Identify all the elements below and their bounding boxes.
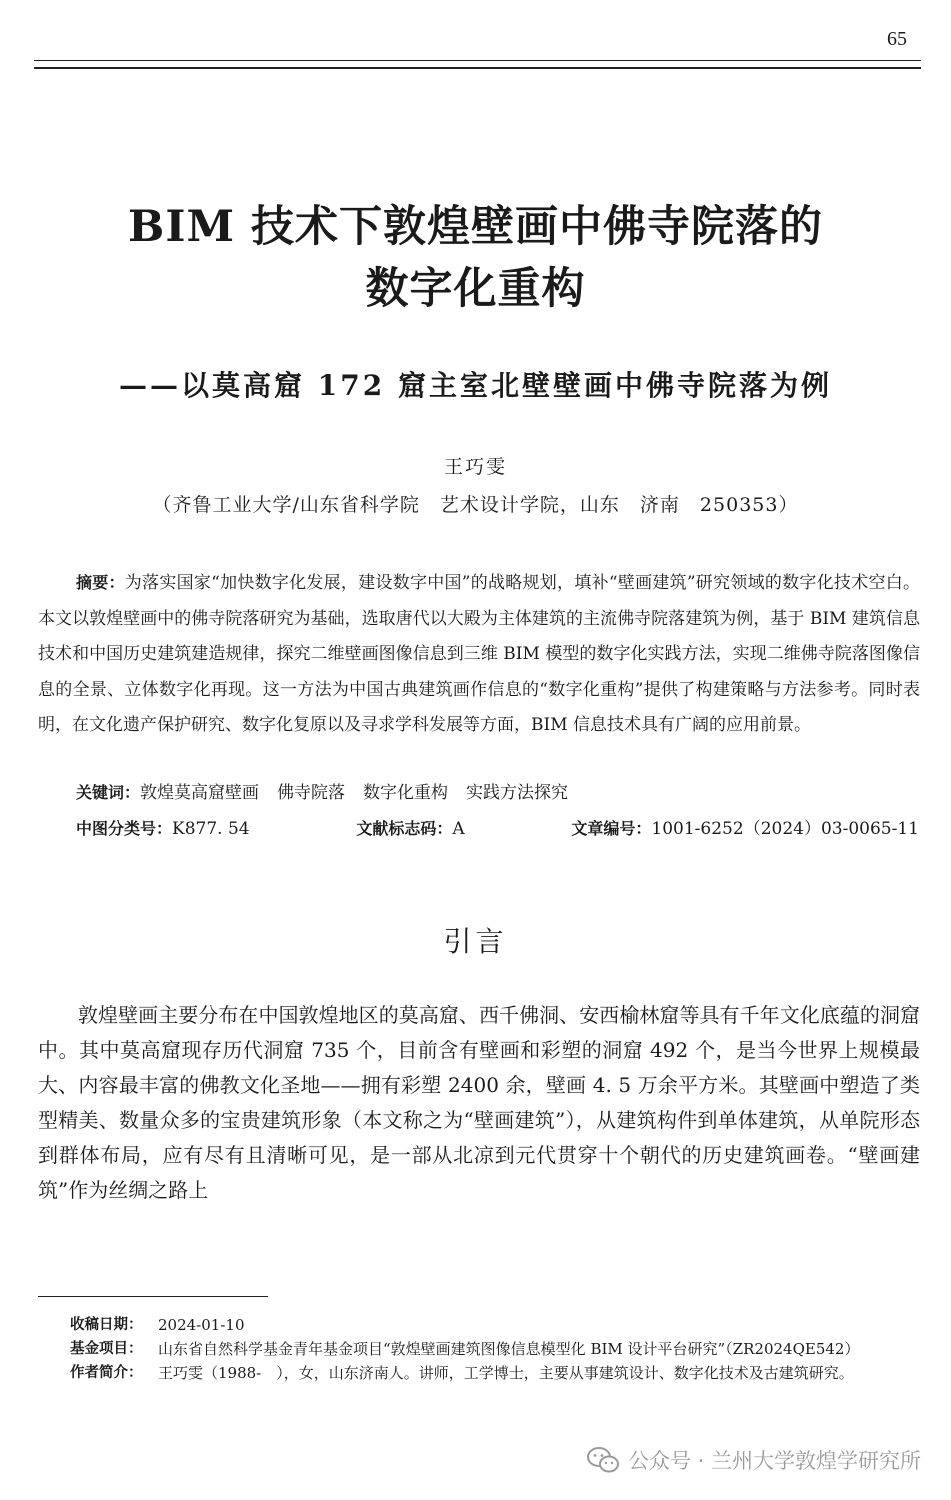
keyword-item: 实践方法探究 xyxy=(466,783,569,803)
clc-label: 中图分类号： xyxy=(76,819,173,838)
footnote-label: 基金项目： xyxy=(70,1341,143,1357)
article-number-value: 1001-6252（2024）03-0065-11 xyxy=(651,819,919,839)
document-code-label: 文献标志码： xyxy=(356,819,453,838)
keyword-item: 数字化重构 xyxy=(363,783,449,803)
classification-line xyxy=(76,814,919,844)
keywords xyxy=(76,778,586,808)
footnote-text: 2024-01-10 xyxy=(158,1316,245,1334)
article-title xyxy=(0,196,951,320)
footnote-funding xyxy=(70,1338,920,1361)
footnote-label: 作者简介： xyxy=(70,1365,143,1381)
footnotes xyxy=(70,1314,920,1386)
article-number xyxy=(571,814,919,844)
article-number-label: 文章编号： xyxy=(571,819,652,838)
footnote-label: 收稿日期： xyxy=(70,1317,143,1333)
wechat-icon xyxy=(586,1446,620,1474)
article-subtitle: ——以莫高窟 172 窟主室北壁壁画中佛寺院落为例 xyxy=(119,369,832,402)
keyword-item: 佛寺院落 xyxy=(277,783,346,803)
author-name: 王巧雯 xyxy=(443,456,507,478)
introduction-paragraph: 敦煌壁画主要分布在中国敦煌地区的莫高窟、西千佛洞、安西榆林窟等具有千年文化底蕴的洞窟中。其中莫高窟现存历代洞窟 735 个，目前含有壁画和彩塑的洞窟 492 个，是当今世界上规模最大、内容最丰富的佛教文化圣地——拥有彩塑 2400 余，壁画 4. 5 万余平方米。其壁画中塑造了类型精美、数量众多的宝贵建筑形象（本文称之为“壁画建筑”），从建筑构件到单体建筑，从单院形态到群体布局，应有尽有且清晰可见，是一部从北凉到元代贯穿十个朝代的历史建筑画卷。“壁画建筑”作为丝绸之路上 xyxy=(38,1003,920,1202)
clc-number xyxy=(76,814,250,844)
abstract xyxy=(38,565,920,744)
header-rule xyxy=(34,60,921,69)
watermark-text: 公众号 · 兰州大学敦煌学研究所 xyxy=(627,1449,921,1473)
document-code-value: A xyxy=(452,819,465,839)
clc-value: K877. 54 xyxy=(172,819,250,839)
article-title-line-2: 数字化重构 xyxy=(365,264,586,314)
footnote-author-bio xyxy=(70,1362,920,1385)
author-affiliation: （齐鲁工业大学/山东省科学院 艺术设计学院，山东 济南 250353） xyxy=(152,494,799,516)
keyword-item: 敦煌莫高窟壁画 xyxy=(140,783,260,803)
document-code xyxy=(356,814,464,844)
footnote-rule xyxy=(38,1296,268,1297)
abstract-text: 为落实国家“加快数字化发展，建设数字中国”的战略规划，填补“壁画建筑”研究领域的数字化技术空白。本文以敦煌壁画中的佛寺院落研究为基础，选取唐代以大殿为主体建筑的主流佛寺院落建筑为例，基于 BIM 建筑信息技术和中国历史建筑建造规律，探究二维壁画图像信息到三维 BIM 模型的数字化实践方法，实现二维佛寺院落图像信息的全景、立体数字化再现。这一方法为中国古典建筑画作信息的“数字化重构”提供了构建策略与方法参考。同时表明，在文化遗产保护研究、数字化复原以及寻求学科发展等方面，BIM 信息技术具有广阔的应用前景。 xyxy=(38,573,920,735)
keywords-label: 关键词： xyxy=(76,783,141,802)
section-heading-introduction: 引言 xyxy=(443,925,508,958)
footnote-text: 王巧雯（1988- ），女，山东济南人。讲师，工学博士，主要从事建筑设计、数字化技术及古建筑研究。 xyxy=(158,1364,854,1382)
article-title-line-1: BIM 技术下敦煌壁画中佛寺院落的 xyxy=(127,202,824,252)
footnote-received-date xyxy=(70,1314,920,1337)
abstract-label: 摘要： xyxy=(76,573,125,592)
footnote-text: 山东省自然科学基金青年基金项目“敦煌壁画建筑图像信息模型化 BIM 设计平台研究”（ZR2024QE542） xyxy=(158,1340,860,1358)
watermark xyxy=(586,1445,921,1475)
page-number: 65 xyxy=(887,28,907,50)
